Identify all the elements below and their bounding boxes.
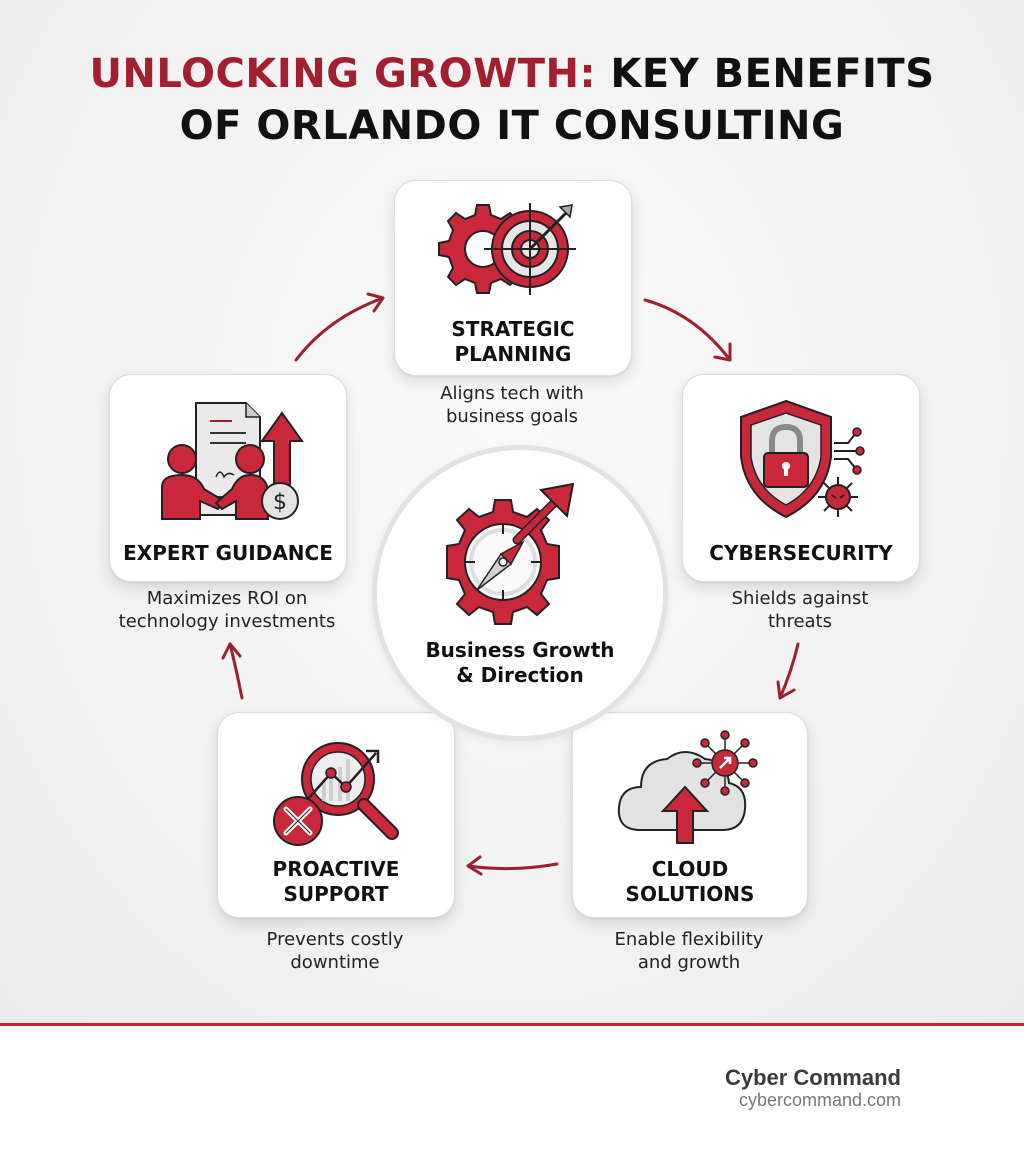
cloud-upload-network-icon bbox=[615, 725, 765, 850]
footer-divider bbox=[0, 1023, 1024, 1026]
page-title bbox=[0, 48, 1024, 152]
benefit-card-proactive-support bbox=[217, 712, 455, 918]
benefit-title: STRATEGIC PLANNING bbox=[451, 317, 575, 366]
gear-compass-arrow-icon bbox=[437, 480, 597, 630]
shield-lock-virus-icon bbox=[726, 397, 876, 522]
title-rest: KEY BENEFITS bbox=[595, 51, 935, 97]
benefit-caption-cloud-solutions: Enable flexibility and growth bbox=[614, 929, 764, 973]
benefit-title: CLOUD SOLUTIONS bbox=[625, 857, 755, 906]
benefit-title: PROACTIVE SUPPORT bbox=[272, 857, 400, 906]
footer-brand bbox=[725, 1066, 901, 1110]
magnifier-chart-tools-icon bbox=[266, 729, 406, 854]
brand-url: cybercommand.com bbox=[738, 1090, 901, 1110]
benefit-card-strategic-planning bbox=[394, 180, 632, 376]
arrow-cloud-to-support-icon bbox=[462, 852, 562, 882]
benefit-title: CYBERSECURITY bbox=[709, 541, 893, 565]
benefit-caption-cybersecurity: Shields against threats bbox=[731, 588, 869, 632]
arrow-planning-to-security-icon bbox=[640, 292, 740, 372]
arrow-security-to-cloud-icon bbox=[770, 640, 810, 705]
brand-name: Cyber Command bbox=[724, 1065, 901, 1090]
svg-text:$: $ bbox=[273, 490, 287, 515]
benefit-caption-expert-guidance: Maximizes ROI on technology investments bbox=[118, 588, 336, 632]
central-hub bbox=[372, 445, 668, 741]
benefit-title: EXPERT GUIDANCE bbox=[123, 541, 333, 565]
benefit-caption-proactive-support: Prevents costly downtime bbox=[266, 929, 404, 973]
gear-target-icon bbox=[438, 199, 588, 299]
benefit-card-cloud-solutions bbox=[572, 712, 808, 918]
arrow-support-to-guidance-icon bbox=[218, 638, 258, 704]
title-line2: OF ORLANDO IT CONSULTING bbox=[179, 103, 845, 149]
benefit-card-expert-guidance bbox=[109, 374, 347, 582]
benefit-card-cybersecurity bbox=[682, 374, 920, 582]
handshake-contract-dollar-icon bbox=[148, 397, 308, 525]
benefit-caption-strategic-planning: Aligns tech with business goals bbox=[440, 383, 584, 427]
arrow-guidance-to-planning-icon bbox=[288, 288, 388, 368]
hub-label: Business Growth & Direction bbox=[425, 638, 615, 687]
title-accent: UNLOCKING GROWTH: bbox=[89, 51, 596, 97]
